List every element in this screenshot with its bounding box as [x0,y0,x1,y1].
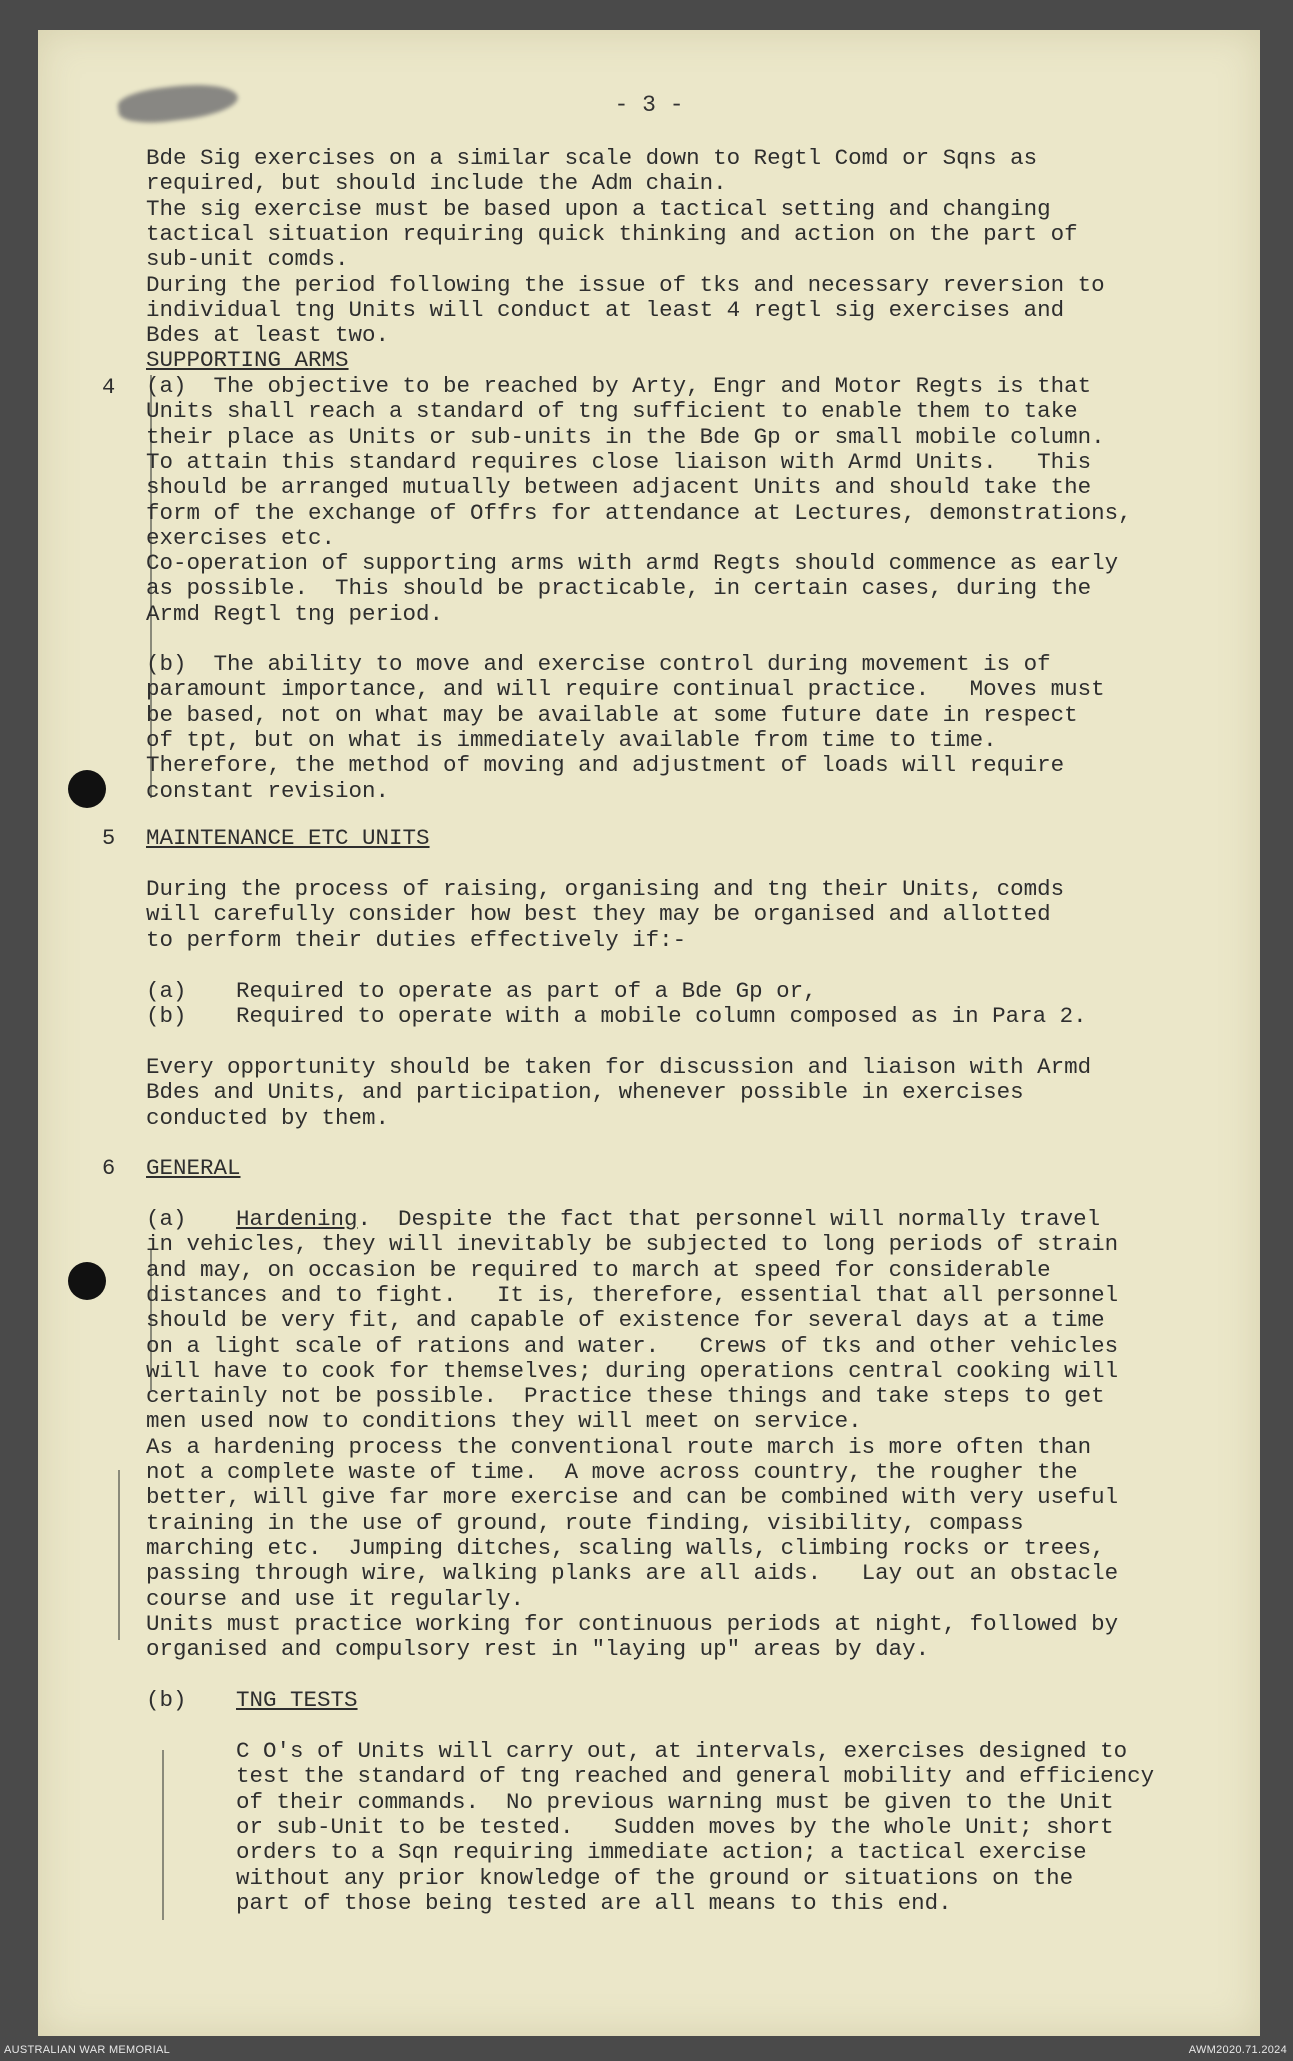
margin-mark [162,1750,164,1920]
list-item-label: (a) [146,978,187,1004]
para-5-line: to perform their duties effectively if:- [146,926,687,953]
para-6a-line: not a complete waste of time. A move across country, the rougher the [146,1459,1078,1485]
section-heading-tng-tests: TNG TESTS [236,1687,358,1713]
para-4b-line: of tpt, but on what is immediately available from time to time. [146,726,997,753]
para-4b-line: (b) The ability to move and exercise control during movement is of [146,651,1051,677]
page-number: - 3 - [614,92,684,118]
para-6b-line: without any prior knowledge of the ground or situations on the [236,1864,1074,1891]
para-4a-line: (a) The objective to be reached by Arty, Engr and Motor Regts is that [146,373,1092,399]
section-heading-supporting-arms: SUPPORTING ARMS [146,347,349,373]
list-item-text: Required to operate as part of a Bde Gp or, [236,978,817,1004]
para-6a-first-line [236,1207,1100,1232]
para-6b-line: of their commands. No previous warning must be given to the Unit [236,1788,1114,1815]
body-line: individual tng Units will conduct at least 4 regtl sig exercises and [146,296,1065,323]
para-6b-label: (b) [146,1687,187,1713]
para-5-closing-line: conducted by them. [146,1104,390,1131]
body-line: required, but should include the Adm chain. [146,170,727,197]
section-number-5: 5 [102,826,116,851]
para-6b-line: C O's of Units will carry out, at intervals, exercises designed to [236,1738,1128,1764]
para-4a-line: Armd Regtl tng period. [146,600,444,627]
section-heading-maintenance: MAINTENANCE ETC UNITS [146,825,430,851]
para-6a-line: course and use it regularly. [146,1585,525,1612]
footer-right-text: AWM2020.71.2024 [1188,2044,1287,2056]
para-6a-line: should be very fit, and capable of existence for several days at a time [146,1307,1105,1334]
para-6a-line: passing through wire, walking planks are all aids. Lay out an obstacle [146,1560,1119,1587]
hardening-first-sentence: . Despite the fact that personnel will normally travel [357,1206,1101,1232]
para-6a-line: and may, on occasion be required to march at speed for considerable [146,1256,1051,1283]
para-6b-line: orders to a Sqn requiring immediate action; a tactical exercise [236,1839,1087,1866]
para-6b-line: or sub-Unit to be tested. Sudden moves by the whole Unit; short [236,1813,1114,1840]
para-4a-line: as possible. This should be practicable, in certain cases, during the [146,575,1092,602]
para-4a-line: exercises etc. [146,524,336,551]
section-number-4: 4 [102,375,116,400]
para-5-line: During the process of raising, organising and tng their Units, comds [146,876,1065,902]
para-6a-line: marching etc. Jumping ditches, scaling walls, climbing rocks or trees, [146,1534,1105,1561]
para-4b-line: Therefore, the method of moving and adjustment of loads will require [146,752,1065,779]
para-6a-line: distances and to fight. It is, therefore, essential that all personnel [146,1281,1119,1308]
para-6a-line: organised and compulsory rest in "laying up" areas by day. [146,1636,930,1663]
para-6a-line: on a light scale of rations and water. Crews of tks and other vehicles [146,1332,1119,1359]
list-item-text: Required to operate with a mobile column composed as in Para 2. [236,1003,1087,1030]
para-4a-line: Co-operation of supporting arms with armd Regts should commence as early [146,550,1119,577]
para-5-closing-line: Every opportunity should be taken for discussion and liaison with Armd [146,1054,1092,1080]
para-6a-label: (a) [146,1206,187,1232]
para-6a-line: better, will give far more exercise and can be combined with very useful [146,1484,1119,1511]
para-4a-line: form of the exchange of Offrs for attendance at Lectures, demonstrations, [146,499,1132,526]
body-line: tactical situation requiring quick thinking and action on the part of [146,220,1078,247]
hardening-title: Hardening [236,1206,358,1232]
para-6b-line: test the standard of tng reached and general mobility and efficiency [236,1763,1155,1790]
body-line: The sig exercise must be based upon a tactical setting and changing [146,195,1051,222]
para-6a-line: Units must practice working for continuous periods at night, followed by [146,1610,1119,1637]
para-6a-line: in vehicles, they will inevitably be subjected to long periods of strain [146,1231,1119,1258]
section-number-6: 6 [102,1156,116,1181]
para-6a-line: will have to cook for themselves; during operations central cooking will [146,1357,1119,1384]
para-5-closing-line: Bdes and Units, and participation, whenever possible in exercises [146,1079,1024,1106]
list-item-label: (b) [146,1003,187,1030]
para-6a-line: certainly not be possible. Practice these things and take steps to get [146,1383,1105,1410]
punch-hole-bottom [68,1262,106,1300]
para-5-line: will carefully consider how best they may be organised and allotted [146,901,1051,928]
para-4b-line: constant revision. [146,777,390,804]
body-line: During the period following the issue of tks and necessary reversion to [146,271,1105,298]
para-4a-line: should be arranged mutually between adjacent Units and should take the [146,474,1092,501]
para-6a-line: As a hardening process the conventional route march is more often than [146,1433,1092,1460]
body-line: Bde Sig exercises on a similar scale down to Regtl Comd or Sqns as [146,145,1038,171]
body-line: Bdes at least two. [146,322,390,349]
footer-left-text: AUSTRALIAN WAR MEMORIAL [4,2044,171,2056]
para-4a-line: Units shall reach a standard of tng sufficient to enable them to take [146,398,1078,425]
section-heading-general: GENERAL [146,1155,241,1181]
para-4b-line: paramount importance, and will require continual practice. Moves must [146,676,1105,703]
punch-hole-top [68,770,106,808]
margin-mark [118,1470,120,1640]
para-4a-line: their place as Units or sub-units in the Bde Gp or small mobile column. [146,423,1105,450]
para-6a-line: men used now to conditions they will meet on service. [146,1408,862,1435]
para-4a-line: To attain this standard requires close liaison with Armd Units. This [146,448,1092,475]
para-4b-line: be based, not on what may be available at some future date in respect [146,701,1078,728]
para-6a-line: training in the use of ground, route finding, visibility, compass [146,1509,1024,1536]
body-line: sub-unit comds. [146,246,349,273]
para-6b-line: part of those being tested are all means to this end. [236,1889,952,1916]
